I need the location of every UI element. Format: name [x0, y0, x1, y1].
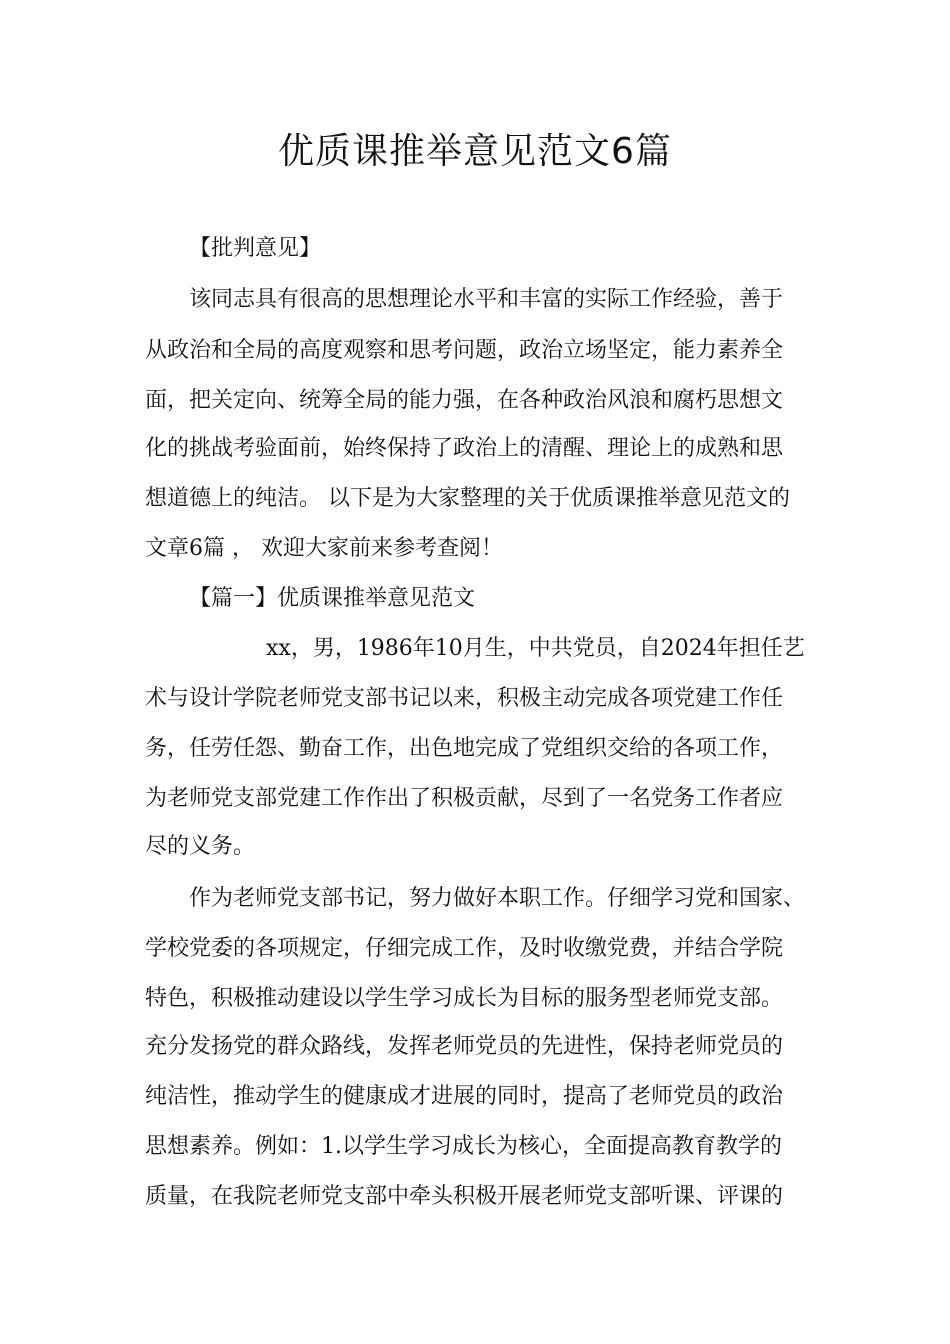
paragraph-line: 作为老师党支部书记，努力做好本职工作。仔细学习党和国家、 [189, 886, 806, 911]
section-heading-comments: 【批判意见】 [189, 236, 322, 261]
paragraph-line: 面，把关定向、统筹全局的能力强，在各种政治风浪和腐朽思想文 [145, 388, 784, 413]
paragraph-line: 术与设计学院老师党支部书记以来，积极主动完成各项党建工作任 [145, 686, 784, 711]
paragraph-line: 务，任劳任怨、勤奋工作，出色地完成了党组织交给的各项工作， [145, 736, 784, 761]
paragraph-line: 从政治和全局的高度观察和思考问题，政治立场坚定，能力素养全 [145, 338, 784, 363]
paragraph-line: 纯洁性，推动学生的健康成才进展的同时，提高了老师党员的政治 [145, 1084, 784, 1109]
paragraph-line: 化的挑战考验面前，始终保持了政治上的清醒、理论上的成熟和思 [145, 436, 784, 461]
paragraph-line: 想道德上的纯洁。 以下是为大家整理的关于优质课推举意见范文的 [145, 486, 790, 511]
section-heading-part-one: 【篇一】优质课推举意见范文 [189, 586, 476, 611]
paragraph-line: 尽的义务。 [145, 834, 256, 859]
paragraph-line: 特色，积极推动建设以学生学习成长为目标的服务型老师党支部。 [145, 986, 784, 1011]
paragraph-line: xx，男，1986年10月生，中共党员，自2024年担任艺 [266, 636, 805, 661]
paragraph-line: 充分发扬党的群众路线，发挥老师党员的先进性，保持老师党员的 [145, 1034, 784, 1059]
paragraph-line: 文章6篇 ， 欢迎大家前来参考查阅！ [145, 536, 503, 561]
paragraph-line: 该同志具有很高的思想理论水平和丰富的实际工作经验，善于 [189, 287, 784, 312]
paragraph-line: 学校党委的各项规定，仔细完成工作，及时收缴党费，并结合学院 [145, 936, 784, 961]
document-title: 优质课推举意见范文6篇 [278, 131, 672, 172]
paragraph-line: 质量，在我院老师党支部中牵头积极开展老师党支部听课、评课的 [145, 1184, 784, 1209]
paragraph-line: 为老师党支部党建工作作出了积极贡献，尽到了一名党务工作者应 [145, 786, 784, 811]
paragraph-line: 思想素养。例如：1.以学生学习成长为核心，全面提高教育教学的 [145, 1134, 782, 1159]
